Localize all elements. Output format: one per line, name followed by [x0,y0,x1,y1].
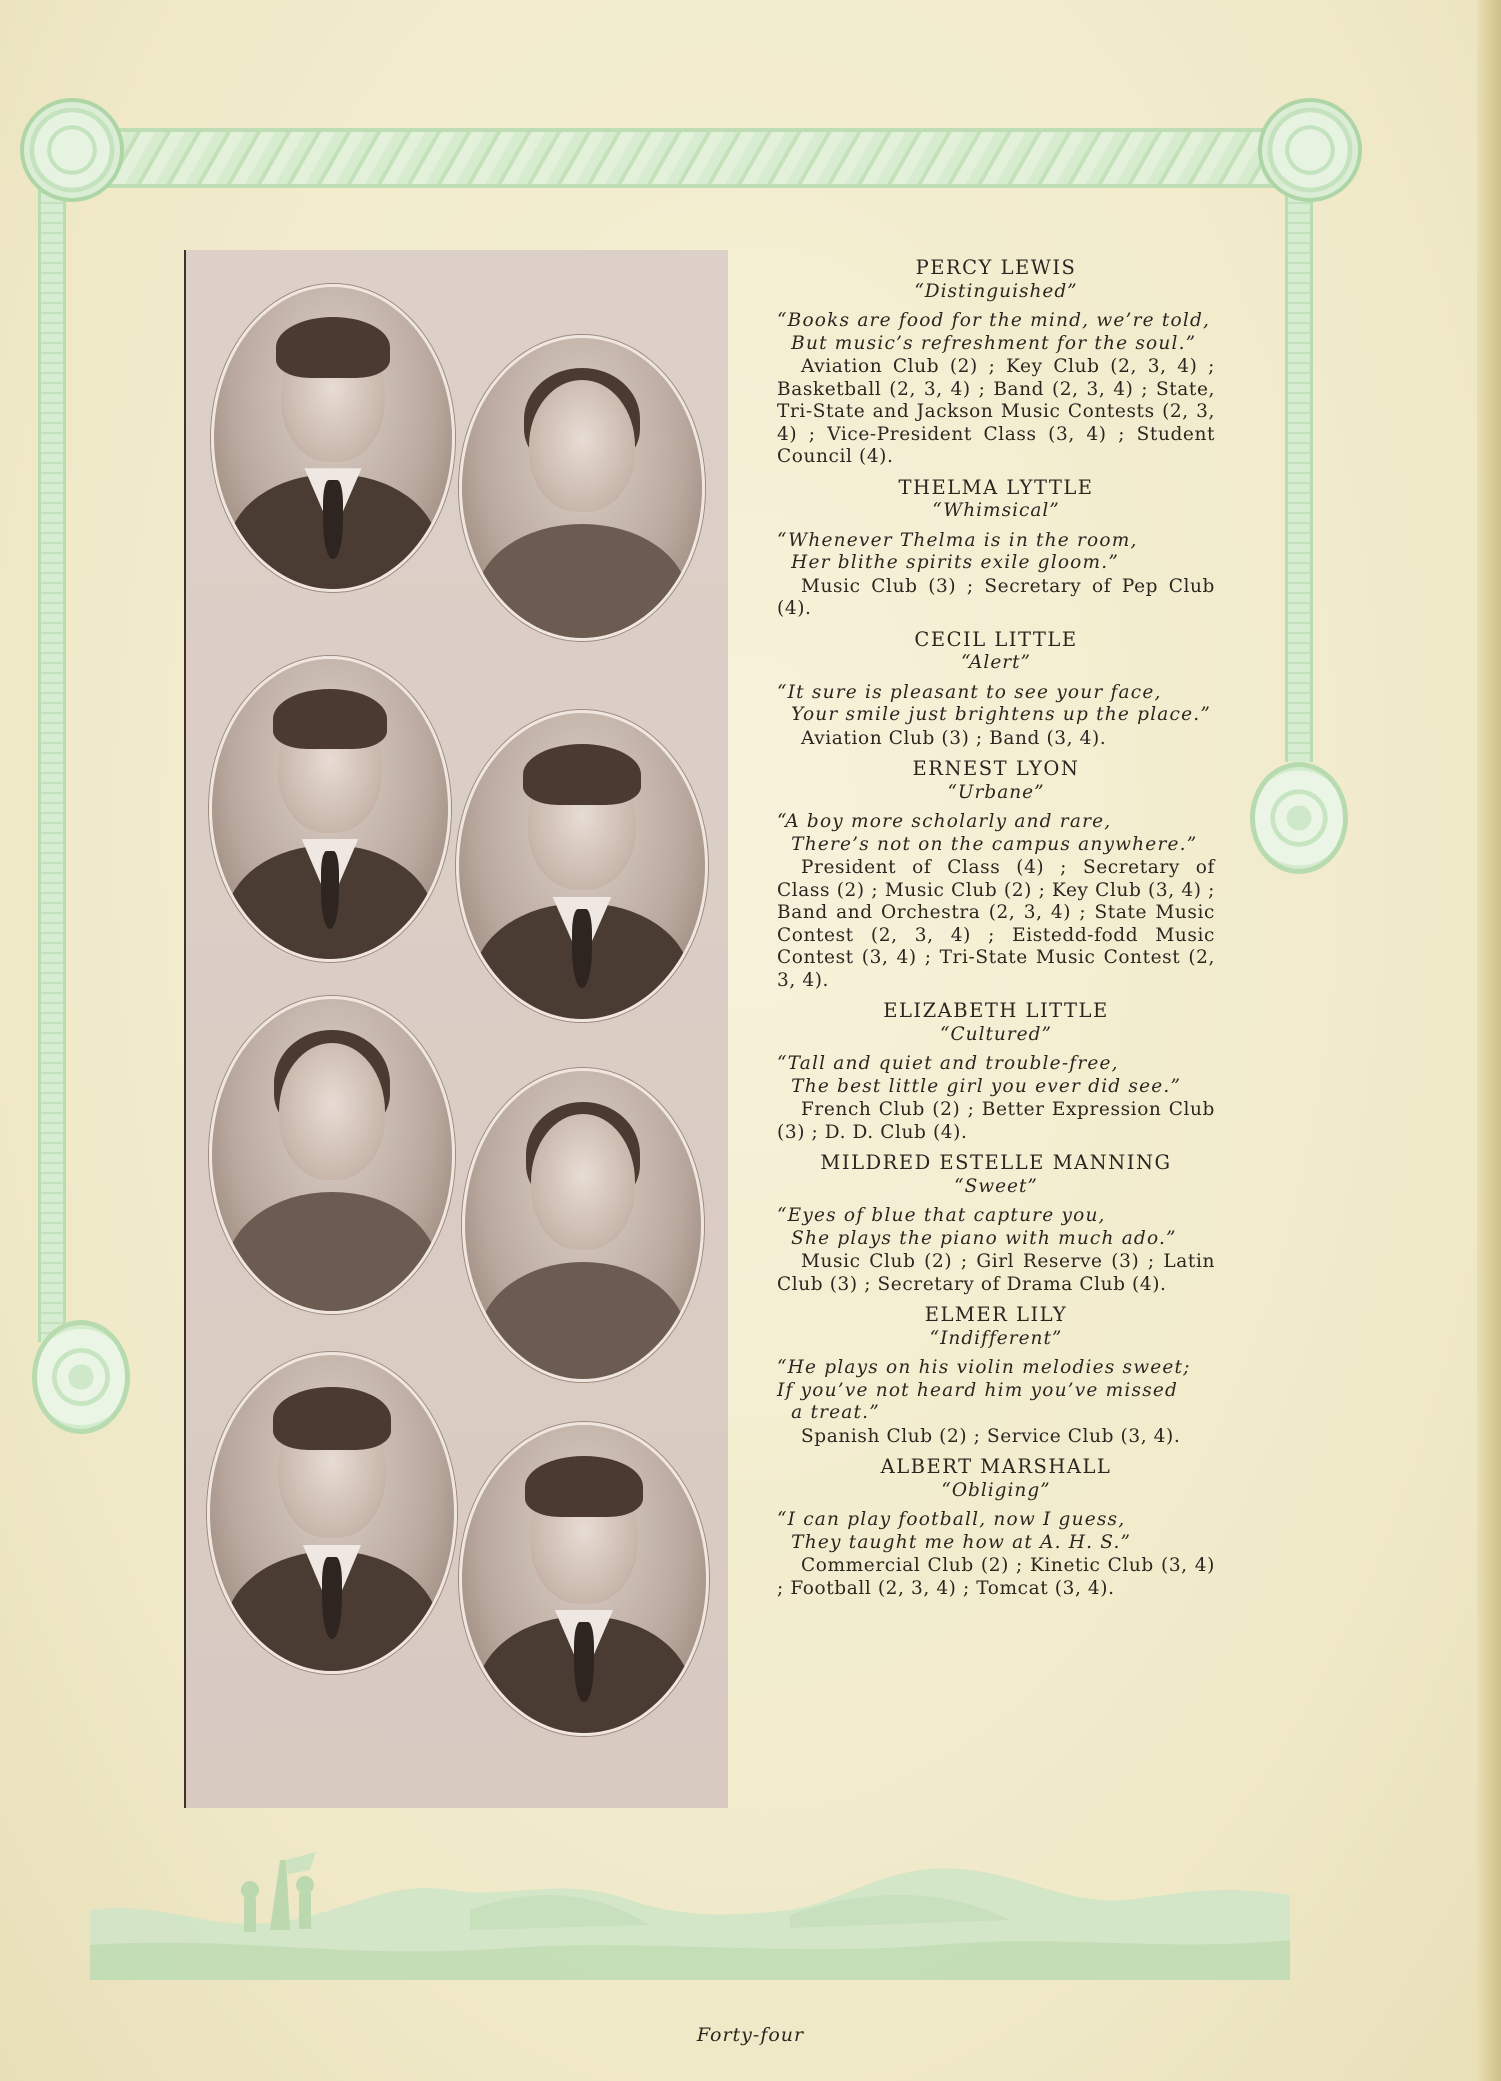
student-name: ERNEST LYON [912,757,1080,780]
landscape-illustration [90,1840,1290,1980]
quote-line: She plays the piano with much ado.” [777,1227,1177,1249]
top-left-rosette-ornament [20,98,124,202]
quote-line: “Eyes of blue that capture you, [777,1205,1106,1226]
quote-line: “I can play football, now I guess, [777,1509,1126,1530]
student-nickname: “Cultured” [940,1023,1052,1045]
student-activities: Aviation Club (2) ; Key Club (2, 3, 4) ; Basketball (2, 3, 4) ; Band (2, 3, 4) ; State, Tri-State and Jackson Music Contests (2, 3, 4) ; Vice-President Class (3, 4) ; Student Council (4). [777,356,1215,467]
senior-entry [777,1456,1215,1600]
page-number: Forty-four [696,2024,805,2046]
student-name: PERCY LEWIS [915,256,1077,279]
student-nickname: “Sweet” [954,1175,1038,1197]
left-ornamental-border [38,182,66,1342]
quote-line: “Whenever Thelma is in the room, [777,529,1138,551]
quote-line: There’s not on the campus anywhere.” [777,833,1198,855]
student-nickname: “Alert” [960,652,1032,673]
senior-entry [777,629,1215,751]
quote-line: Her blithe spirits exile gloom.” [777,552,1120,573]
student-activities: French Club (2) ; Better Expression Club (3) ; D. D. Club (4). [777,1099,1215,1143]
portrait-elizabeth-little [209,996,455,1314]
student-quote [777,1509,1215,1554]
quote-line: “It sure is pleasant to see your face, [777,681,1162,703]
quote-line: “Tall and quiet and trouble-free, [777,1053,1119,1074]
student-nickname: “Obliging” [941,1479,1051,1501]
student-nickname: “Whimsical” [932,500,1060,521]
portrait-albert-marshall [459,1422,709,1736]
senior-entry [777,1152,1215,1296]
student-activities: Music Club (3) ; Secretary of Pep Club (4). [777,575,1215,619]
quote-line: They taught me how at A. H. S.” [777,1531,1132,1553]
top-right-rosette-ornament [1258,98,1362,202]
portrait-cecil-little [209,656,451,962]
student-nickname: “Urbane” [947,781,1045,803]
student-activities: Spanish Club (2) ; Service Club (3, 4). [801,1425,1181,1447]
quote-line: a treat.” [777,1402,880,1423]
student-name: ELMER LILY [924,1303,1068,1326]
student-quote [777,1357,1215,1425]
student-name: THELMA LYTTLE [898,475,1094,499]
student-nickname: “Indifferent” [929,1327,1063,1349]
quote-line: The best little girl you ever did see.” [777,1075,1182,1097]
student-name: MILDRED ESTELLE MANNING [820,1151,1172,1174]
binding-edge [1477,0,1501,2081]
right-medallion-ornament [1250,762,1348,874]
student-activities: Music Club (2) ; Girl Reserve (3) ; Latin Club (3) ; Secretary of Drama Club (4). [777,1251,1215,1295]
right-ornamental-border [1285,182,1313,762]
student-name: ALBERT MARSHALL [880,1455,1112,1478]
student-quote [777,1205,1215,1250]
student-quote [777,310,1215,355]
quote-line: “A boy more scholarly and rare, [777,811,1112,832]
biographies-column [777,257,1215,1608]
quote-line: If you’ve not heard him you’ve missed [777,1379,1179,1401]
student-activities: Aviation Club (3) ; Band (3, 4). [801,727,1107,749]
senior-entry [777,1000,1215,1144]
portrait-thelma-lyttle [459,335,705,641]
portrait-ernest-lyon [456,710,708,1022]
senior-entry [777,758,1215,992]
student-quote [777,530,1215,575]
portrait-elmer-lily [207,1352,457,1674]
student-activities: President of Class (4) ; Secretary of Class (2) ; Music Club (2) ; Key Club (3, 4) ; Band and Orchestra (2, 3, 4) ; State Music Contest (2, 3, 4) ; Eistedd-fodd Music Contest (3, 4) ; Tri-State Music Contest (2, 3, 4). [777,857,1215,991]
left-medallion-ornament [32,1320,130,1434]
student-quote [777,682,1215,727]
quote-line: Your smile just brightens up the place.” [777,704,1211,725]
quote-line: But music’s refreshment for the soul.” [777,332,1197,354]
student-name: ELIZABETH LITTLE [883,999,1109,1022]
student-quote [777,1053,1215,1098]
senior-entry [777,257,1215,469]
student-nickname: “Distinguished” [914,280,1078,302]
quote-line: “Books are food for the mind, we’re told, [777,310,1211,331]
student-name: CECIL LITTLE [914,627,1078,651]
portrait-mildred-estelle-manning [462,1068,704,1382]
quote-line: “He plays on his violin melodies sweet; [777,1357,1191,1378]
top-ornamental-border [95,128,1300,188]
senior-entry [777,1304,1215,1448]
student-activities: Commercial Club (2) ; Kinetic Club (3, 4) ; Football (2, 3, 4) ; Tomcat (3, 4). [777,1555,1215,1599]
portrait-panel [184,250,728,1808]
portrait-percy-lewis [211,284,455,592]
senior-entry [777,477,1215,621]
student-quote [777,811,1215,856]
